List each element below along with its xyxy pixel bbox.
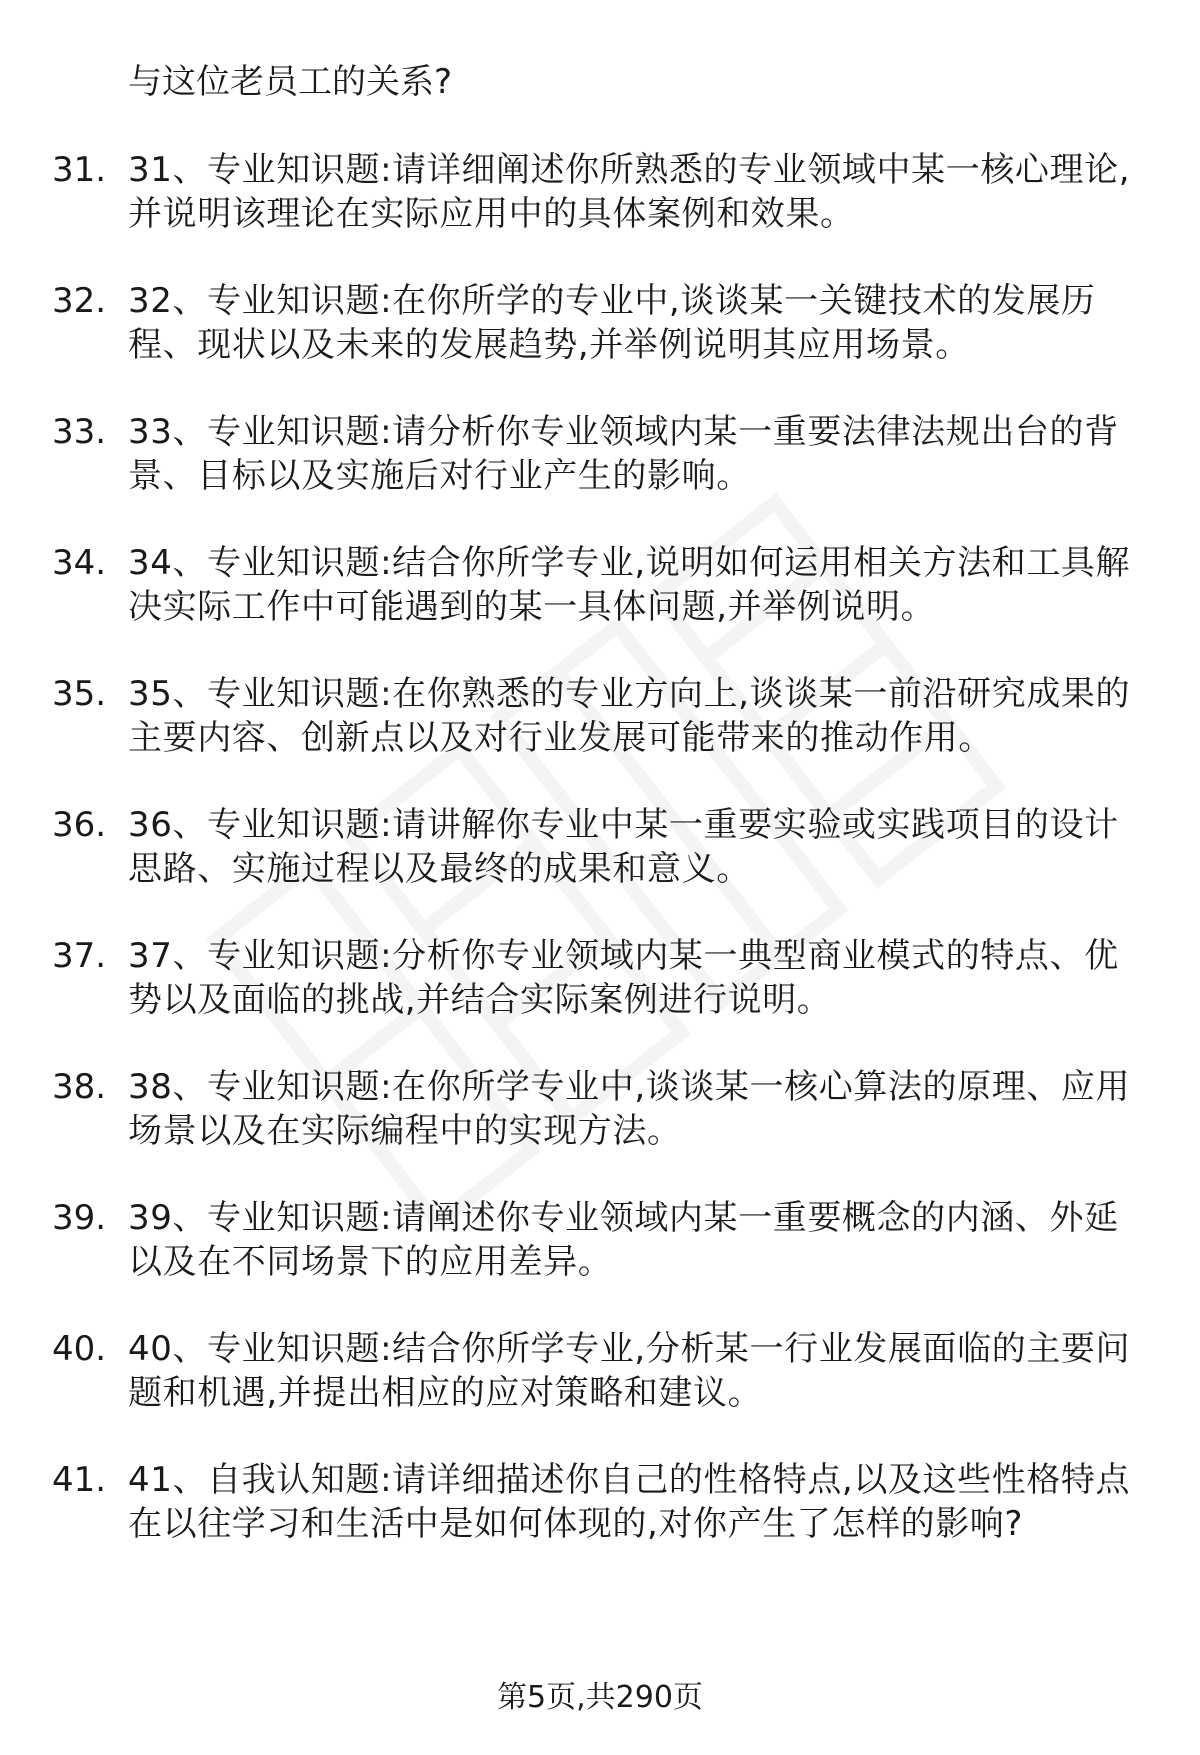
list-item	[0, 803, 1200, 934]
list-item	[0, 148, 1200, 279]
list-item	[0, 1196, 1200, 1327]
item-number: 32.	[52, 281, 107, 321]
item-number: 35.	[52, 674, 107, 714]
list-item	[0, 541, 1200, 672]
item-number: 37.	[52, 936, 107, 976]
list-item	[0, 672, 1200, 803]
list-item	[0, 1065, 1200, 1196]
item-text: 34、专业知识题:结合你所学专业,说明如何运用相关方法和工具解决实际工作中可能遇到的某一具体问题,并举例说明。	[128, 543, 1131, 627]
item-number: 40.	[52, 1329, 107, 1369]
item-number: 33.	[52, 412, 107, 452]
item-text: 33、专业知识题:请分析你专业领域内某一重要法律法规出台的背景、目标以及实施后对行业产生的影响。	[128, 412, 1119, 496]
item-number: 36.	[52, 805, 107, 845]
page-footer: 第5页,共290页	[497, 1680, 703, 1715]
list-item	[0, 1458, 1200, 1638]
list-item	[0, 279, 1200, 410]
item-number: 38.	[52, 1067, 107, 1107]
list-item	[0, 1327, 1200, 1458]
item-text: 38、专业知识题:在你所学专业中,谈谈某一核心算法的原理、应用场景以及在实际编程中的实现方法。	[128, 1067, 1131, 1151]
question-list	[0, 148, 1200, 1638]
list-item	[0, 410, 1200, 541]
item-text: 39、专业知识题:请阐述你专业领域内某一重要概念的内涵、外延以及在不同场景下的应用差异。	[128, 1198, 1119, 1282]
continuation-text: 与这位老员工的关系?	[128, 62, 453, 102]
item-number: 41.	[52, 1460, 107, 1500]
item-number: 34.	[52, 543, 107, 583]
item-number: 31.	[52, 150, 107, 190]
item-text: 37、专业知识题:分析你专业领域内某一典型商业模式的特点、优势以及面临的挑战,并结合实际案例进行说明。	[128, 936, 1119, 1020]
item-text: 32、专业知识题:在你所学的专业中,谈谈某一关键技术的发展历程、现状以及未来的发展趋势,并举例说明其应用场景。	[128, 281, 1096, 365]
item-text: 31、专业知识题:请详细阐述你所熟悉的专业领域中某一核心理论,并说明该理论在实际应用中的具体案例和效果。	[128, 150, 1131, 234]
item-text: 35、专业知识题:在你熟悉的专业方向上,谈谈某一前沿研究成果的主要内容、创新点以及对行业发展可能带来的推动作用。	[128, 674, 1131, 758]
item-text: 41、自我认知题:请详细描述你自己的性格特点,以及这些性格特点在以往学习和生活中是如何体现的,对你产生了怎样的影响?	[128, 1460, 1131, 1544]
item-text: 40、专业知识题:结合你所学专业,分析某一行业发展面临的主要问题和机遇,并提出相应的应对策略和建议。	[128, 1329, 1131, 1413]
list-item	[0, 934, 1200, 1065]
item-text: 36、专业知识题:请讲解你专业中某一重要实验或实践项目的设计思路、实施过程以及最终的成果和意义。	[128, 805, 1119, 889]
item-number: 39.	[52, 1198, 107, 1238]
